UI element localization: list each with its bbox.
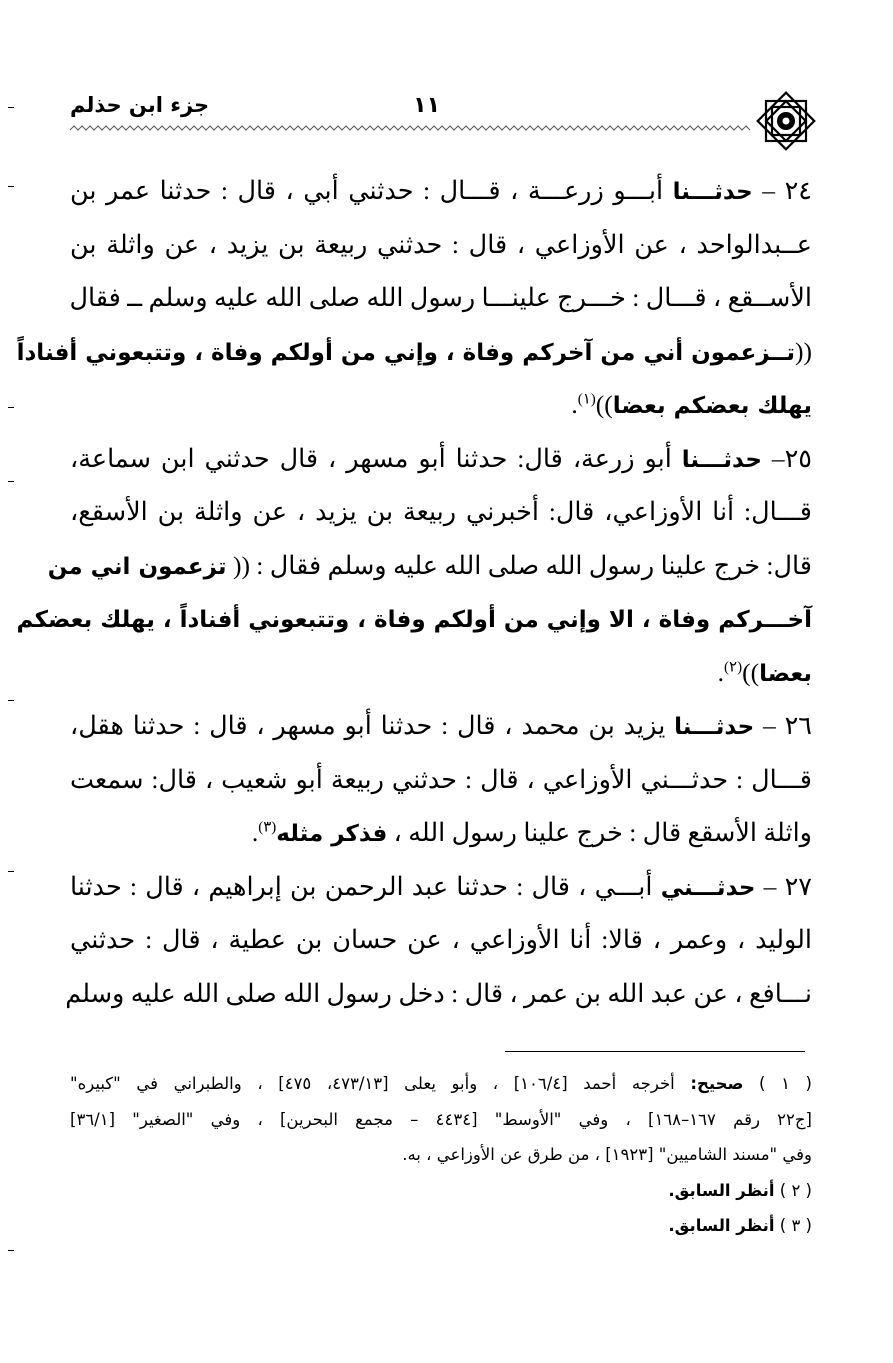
isnad-text: يزيد بن محمد ، قال : حدثنا أبو مسهر ، قال : حدثنا هقل،: [70, 711, 675, 740]
footnote-3: [70, 1208, 812, 1244]
period: .: [717, 657, 725, 687]
quote-mark: )): [595, 390, 613, 419]
isnad-text: الوليد ، وعمر ، قالا: أنا الأوزاعي ، عن حسان بن عطية ، قال : حدثني: [70, 925, 812, 954]
footnote-text: أخرجه أحمد [١٠٦/٤] ، وأبو يعلى [٤٧٣/١٣، ٤٧٥] ، والطبراني في "كبيره": [70, 1074, 691, 1093]
hadith-24-line-5: [70, 378, 812, 432]
matn-text: تزعمون اني من: [47, 553, 227, 580]
hadith-27-line-3: [65, 967, 812, 1021]
quote-mark: ((: [795, 336, 812, 366]
book-title: جزء ابن حذلم: [70, 93, 210, 117]
isnad-text: أبـــو زرعـــة ، قـــال : حدثني أبي ، قال : حدثنا عمر بن: [70, 176, 673, 205]
narration-keyword: حدثـــني: [660, 874, 756, 901]
footnote-1-line-3: [70, 1137, 812, 1173]
footnote-number: ( ٢ ): [774, 1180, 812, 1200]
footnote-2: [70, 1173, 812, 1209]
hadith-27-line-1: [70, 860, 812, 914]
hadith-25-line-2: [70, 485, 812, 539]
margin-mark: [8, 700, 14, 701]
hadith-number: ٢٤ –: [752, 176, 813, 205]
hadith-25-line-1: [70, 432, 812, 486]
matn-text: بعضا: [759, 660, 812, 687]
footnote-ref: (١): [577, 391, 596, 408]
footnote-1-line-2: [70, 1102, 812, 1138]
quote-mark: )): [742, 657, 760, 687]
margin-mark: [8, 107, 14, 108]
octagram-ornament-icon: [752, 87, 820, 155]
period: .: [571, 390, 578, 419]
hadith-number: ٢٧ –: [755, 871, 813, 901]
footnote-text: [ج٢٢ رقم ١٦٧–١٦٨] ، وفي "الأوسط" [٤٤٣٤ – مجمع البحرين] ، وفي "الصغير" [٣٦/١]: [70, 1109, 812, 1129]
footnote-number: ( ٣ ): [774, 1216, 812, 1235]
footnote-text: أنظر السابق.: [668, 1216, 775, 1235]
matn-text: آخـــركم وفاة ، الا وإني من أولكم وفاة ، وتتبعوني أفناداً ، يهلك بعضكم: [16, 607, 812, 633]
hadith-24-line-1: [70, 164, 812, 218]
isnad-text: قـــال: أنا الأوزاعي، قال: أخبرني ربيعة بن يزيد ، عن واثلة بن الأسقع،: [70, 497, 812, 526]
isnad-text: قال: خرج علينا رسول الله صلى الله عليه وسلم فقال : ((: [226, 550, 812, 580]
margin-mark: [8, 407, 14, 408]
isnad-text: أبو زرعة، قال: حدثنا أبو مسهر ، قال حدثني ابن سماعة،: [70, 443, 682, 473]
page-number: ١١: [413, 93, 440, 118]
matn-text: تــزعمون أني من آخركم وفاة ، وإني من أولكم وفاة ، وتتبعوني أفناداً: [16, 339, 796, 366]
footnote-ref: (٣): [258, 819, 277, 836]
footnote-text: أنظر السابق.: [668, 1180, 775, 1200]
narration-keyword: حدثـــنا: [681, 446, 762, 473]
hadith-26-line-3: [70, 806, 812, 860]
hadith-24-line-2: [70, 218, 812, 272]
footnote-ref: (٢): [724, 659, 743, 675]
grading-label: صحيح:: [690, 1074, 744, 1093]
hadith-25-line-4: [16, 592, 812, 646]
hadith-25-line-5: [70, 646, 812, 700]
isnad-text: الأســقع ، قـــال : خـــرج علينـــا رسول الله صلى الله عليه وسلم ــ فقال: [69, 283, 812, 312]
margin-mark: [8, 1250, 14, 1251]
footnote-separator: [505, 1051, 805, 1052]
narration-keyword: حدثـــنا: [674, 714, 755, 740]
footnote-number: ( ١ ): [743, 1074, 812, 1093]
isnad-text: نـــافع ، عن عبد الله بن عمر ، قال : دخل رسول الله صلى الله عليه وسلم: [65, 978, 812, 1008]
hadith-26-line-1: [70, 699, 812, 753]
isnad-text: قـــال : حدثـــني الأوزاعي ، قال : حدثني ربيعة أبو شعيب ، قال: سمعت: [70, 764, 812, 794]
isnad-text: أبـــي ، قال : حدثنا عبد الرحمن بن إبراهيم ، قال : حدثنا: [70, 871, 661, 901]
page-header: [70, 85, 820, 155]
narration-keyword: حدثـــنا: [672, 179, 753, 205]
main-text: [16, 164, 813, 1020]
header-zigzag-rule: [70, 125, 750, 131]
footnote-1-line-1: [70, 1066, 812, 1102]
footnote-text: وفي "مسند الشاميين" [١٩٢٣] ، من طرق عن الأوزاعي ، به.: [402, 1145, 812, 1164]
matn-text: فذكر مثله: [276, 821, 388, 847]
footnotes: [70, 1066, 812, 1244]
margin-mark: [8, 481, 14, 482]
isnad-text: عــبدالواحد ، عن الأوزاعي ، قال : حدثني ربيعة بن يزيد ، عن واثلة بن: [70, 229, 812, 259]
hadith-27-line-2: [70, 913, 812, 967]
hadith-number: ٢٥–: [761, 443, 813, 473]
hadith-number: ٢٦ –: [754, 711, 813, 740]
period: .: [251, 818, 259, 847]
isnad-text: واثلة الأسقع قال : خرج علينا رسول الله ،: [387, 818, 812, 847]
margin-mark: [8, 871, 14, 872]
margin-mark: [8, 186, 14, 187]
hadith-24-line-4: [16, 325, 812, 379]
hadith-25-line-3: [47, 539, 812, 593]
hadith-26-line-2: [70, 753, 812, 807]
matn-text: يهلك بعضكم بعضا: [612, 393, 812, 419]
hadith-24-line-3: [70, 271, 812, 325]
